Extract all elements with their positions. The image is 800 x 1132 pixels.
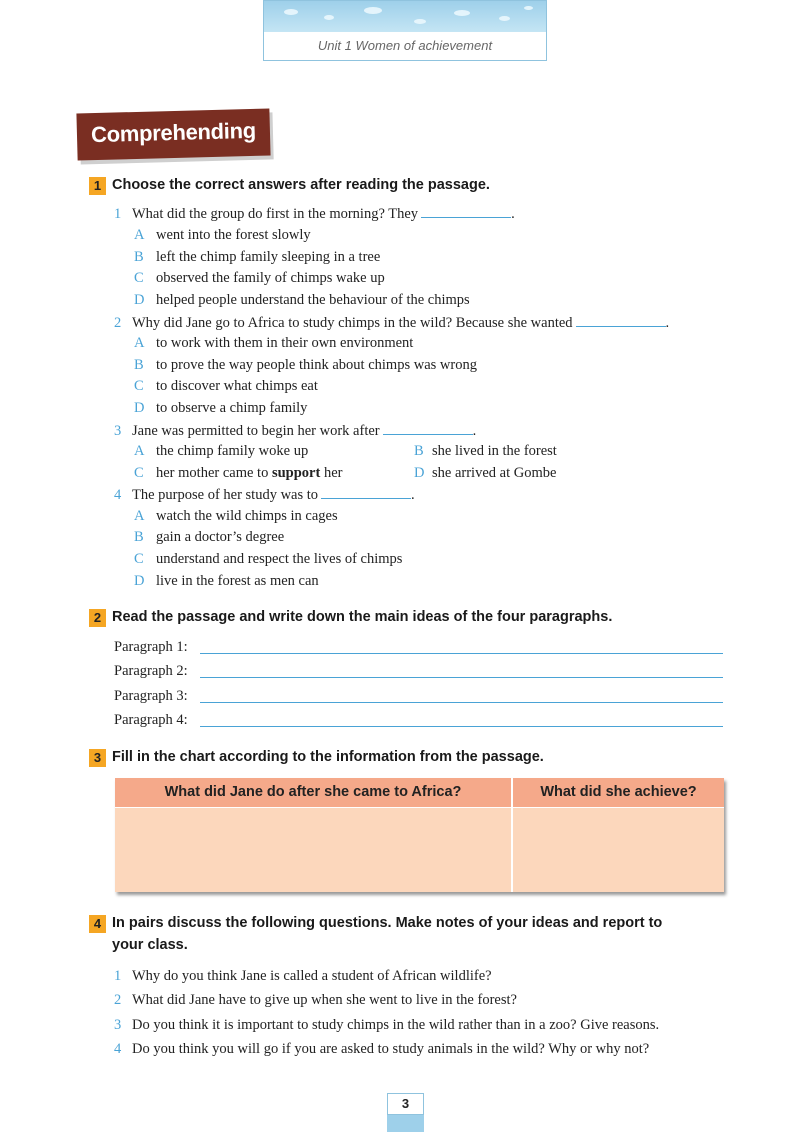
option[interactable]: D she arrived at Gombe	[414, 465, 557, 481]
option[interactable]: D to observe a chimp family	[134, 400, 308, 416]
option[interactable]: A the chimp family woke up	[134, 443, 309, 459]
option[interactable]: C understand and respect the lives of chimps	[134, 551, 403, 567]
question-3: 3 Jane was permitted to begin her work after .	[114, 423, 477, 439]
write-line[interactable]	[200, 726, 723, 727]
discussion-question: 2 What did Jane have to give up when she went to live in the forest?	[114, 992, 517, 1008]
page-number-tab	[387, 1115, 424, 1132]
question-2: 2 Why did Jane go to Africa to study chimps in the wild? Because she wanted .	[114, 315, 670, 331]
answer-blank[interactable]	[321, 486, 411, 499]
discussion-question: 1 Why do you think Jane is called a student of African wildlife?	[114, 968, 492, 984]
chart-header-2: What did she achieve?	[513, 778, 724, 807]
option[interactable]: A went into the forest slowly	[134, 227, 311, 243]
option[interactable]: B she lived in the forest	[414, 443, 557, 459]
question-4: 4 The purpose of her study was to .	[114, 487, 415, 503]
section-3-number: 3	[89, 749, 106, 767]
section-4-title-cont: your class.	[112, 937, 188, 953]
chart-cell-2[interactable]	[513, 808, 724, 892]
option[interactable]: C observed the family of chimps wake up	[134, 270, 385, 286]
write-line[interactable]	[200, 653, 723, 654]
chart-header-1: What did Jane do after she came to Africa?	[115, 778, 511, 807]
option[interactable]: D live in the forest as men can	[134, 573, 319, 589]
section-3-title: Fill in the chart according to the information from the passage.	[112, 749, 544, 765]
page-number-text: 3	[387, 1093, 424, 1115]
section-4-title: In pairs discuss the following questions. Make notes of your ideas and report to	[112, 915, 663, 931]
header-decoration	[264, 1, 546, 32]
option[interactable]: D helped people understand the behaviour of the chimps	[134, 292, 470, 308]
info-chart	[115, 778, 724, 892]
section-4-number: 4	[89, 915, 106, 933]
answer-blank[interactable]	[383, 422, 473, 435]
section-1-title: Choose the correct answers after reading the passage.	[112, 177, 490, 193]
write-line[interactable]	[200, 677, 723, 678]
paragraph-label: Paragraph 2:	[114, 663, 188, 679]
paragraph-label: Paragraph 1:	[114, 639, 188, 655]
unit-header	[263, 0, 547, 61]
question-1: 1 What did the group do first in the morning? They .	[114, 206, 515, 222]
answer-blank[interactable]	[576, 314, 666, 327]
option[interactable]: C to discover what chimps eat	[134, 378, 318, 394]
option[interactable]: B gain a doctor’s degree	[134, 529, 285, 545]
banner-title: Comprehending	[90, 117, 257, 148]
section-banner	[76, 108, 270, 160]
chart-cell-1[interactable]	[115, 808, 511, 892]
discussion-question: 4 Do you think you will go if you are asked to study animals in the wild? Why or why not?	[114, 1041, 650, 1057]
section-2-number: 2	[89, 609, 106, 627]
unit-title: Unit 1 Women of achievement	[317, 38, 493, 53]
option[interactable]: C her mother came to support her	[134, 465, 343, 481]
option[interactable]: B to prove the way people think about chimps was wrong	[134, 357, 477, 373]
answer-blank[interactable]	[421, 205, 511, 218]
discussion-question: 3 Do you think it is important to study chimps in the wild rather than in a zoo? Give reasons.	[114, 1017, 660, 1033]
write-line[interactable]	[200, 702, 723, 703]
paragraph-label: Paragraph 3:	[114, 688, 188, 704]
option[interactable]: B left the chimp family sleeping in a tree	[134, 249, 381, 265]
option[interactable]: A watch the wild chimps in cages	[134, 508, 338, 524]
paragraph-label: Paragraph 4:	[114, 712, 188, 728]
section-1-number: 1	[89, 177, 106, 195]
option[interactable]: A to work with them in their own environment	[134, 335, 414, 351]
page-number	[387, 1093, 424, 1132]
section-2-title: Read the passage and write down the main ideas of the four paragraphs.	[112, 609, 613, 625]
